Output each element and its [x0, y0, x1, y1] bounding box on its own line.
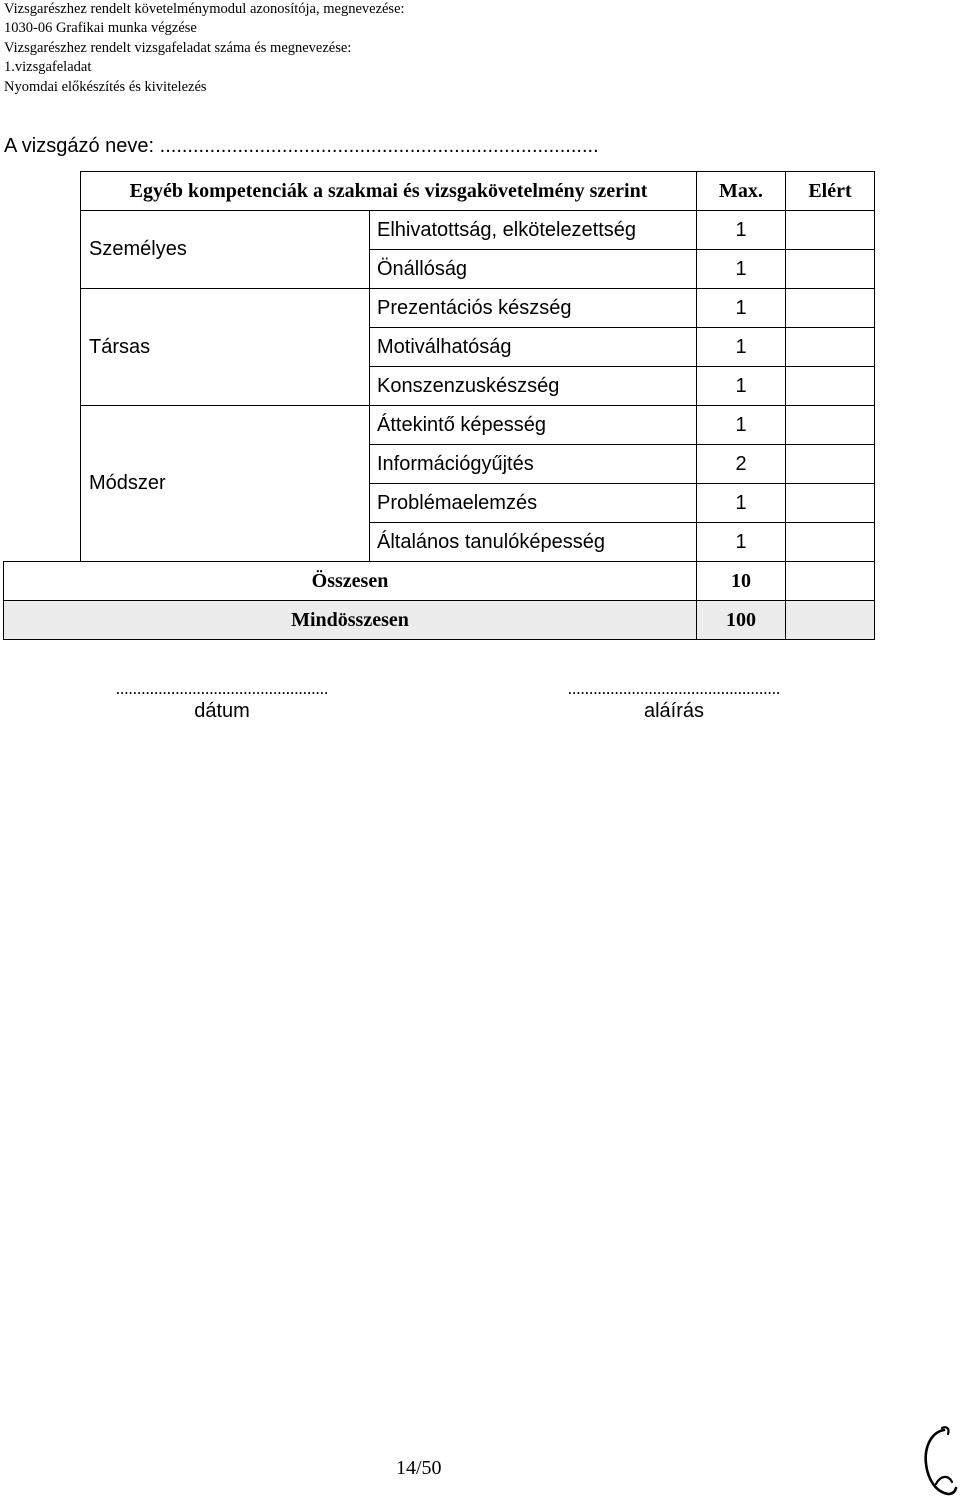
- item-achieved-cell[interactable]: [786, 484, 875, 523]
- item-achieved-cell[interactable]: [786, 367, 875, 406]
- date-signature: [72, 680, 372, 724]
- item-achieved-cell[interactable]: [786, 328, 875, 367]
- total-row: [4, 601, 875, 640]
- item-achieved-cell[interactable]: [786, 250, 875, 289]
- item-label: Prezentációs készség: [370, 289, 697, 328]
- document-header: [4, 0, 405, 97]
- item-achieved-cell[interactable]: [786, 211, 875, 250]
- total-label: Mindösszesen: [4, 601, 697, 640]
- item-label: Motiválhatóság: [370, 328, 697, 367]
- subtotal-label: Összesen: [4, 562, 697, 601]
- candidate-name-field: A vizsgázó neve: ...............................................................................: [4, 135, 599, 157]
- table-row: [4, 211, 875, 250]
- item-achieved-cell[interactable]: [786, 406, 875, 445]
- item-achieved-cell[interactable]: [786, 289, 875, 328]
- item-max: 1: [697, 328, 786, 367]
- date-label: dátum: [194, 700, 250, 722]
- signature-block: [524, 680, 824, 724]
- item-max: 2: [697, 445, 786, 484]
- signature-line[interactable]: ..................................................: [567, 679, 781, 698]
- item-label: Konszenzuskészség: [370, 367, 697, 406]
- initials-mark-icon: [918, 1424, 958, 1500]
- item-label: Általános tanulóképesség: [370, 523, 697, 562]
- max-column-heading: Max.: [697, 172, 786, 211]
- module-name: 1030-06 Grafikai munka végzése: [4, 20, 197, 37]
- date-line[interactable]: ..................................................: [115, 679, 329, 698]
- item-achieved-cell[interactable]: [786, 523, 875, 562]
- subtotal-row: [4, 562, 875, 601]
- category-tarsas: Társas: [81, 289, 370, 406]
- category-modszer: Módszer: [81, 406, 370, 562]
- task-label: Vizsgarészhez rendelt vizsgafeladat száma és megnevezése:: [4, 39, 352, 56]
- item-label: Áttekintő képesség: [370, 406, 697, 445]
- total-max: 100: [697, 601, 786, 640]
- module-label: Vizsgarészhez rendelt követelménymodul azonosítója, megnevezése:: [4, 1, 405, 17]
- blank-corner: [4, 172, 81, 211]
- page-number: 14/50: [396, 1457, 442, 1479]
- subtotal-max: 10: [697, 562, 786, 601]
- item-max: 1: [697, 250, 786, 289]
- table-row: [4, 289, 875, 328]
- item-label: Problémaelemzés: [370, 484, 697, 523]
- achieved-column-heading: Elért: [786, 172, 875, 211]
- item-label: Információgyűjtés: [370, 445, 697, 484]
- table-heading: Egyéb kompetenciák a szakmai és vizsgakövetelmény szerint: [81, 172, 697, 211]
- item-max: 1: [697, 484, 786, 523]
- table-row: [4, 406, 875, 445]
- competency-table: [3, 171, 875, 640]
- item-label: Önállóság: [370, 250, 697, 289]
- total-achieved-cell[interactable]: [786, 601, 875, 640]
- subtotal-achieved-cell[interactable]: [786, 562, 875, 601]
- item-label: Elhivatottság, elkötelezettség: [370, 211, 697, 250]
- item-max: 1: [697, 367, 786, 406]
- category-szemelyes: Személyes: [81, 211, 370, 289]
- task-number: 1.vizsgafeladat: [4, 59, 92, 76]
- item-max: 1: [697, 211, 786, 250]
- item-achieved-cell[interactable]: [786, 445, 875, 484]
- table-header-row: [4, 172, 875, 211]
- item-max: 1: [697, 406, 786, 445]
- signature-label: aláírás: [643, 700, 705, 722]
- item-max: 1: [697, 523, 786, 562]
- task-name: Nyomdai előkészítés és kivitelezés: [4, 78, 207, 95]
- item-max: 1: [697, 289, 786, 328]
